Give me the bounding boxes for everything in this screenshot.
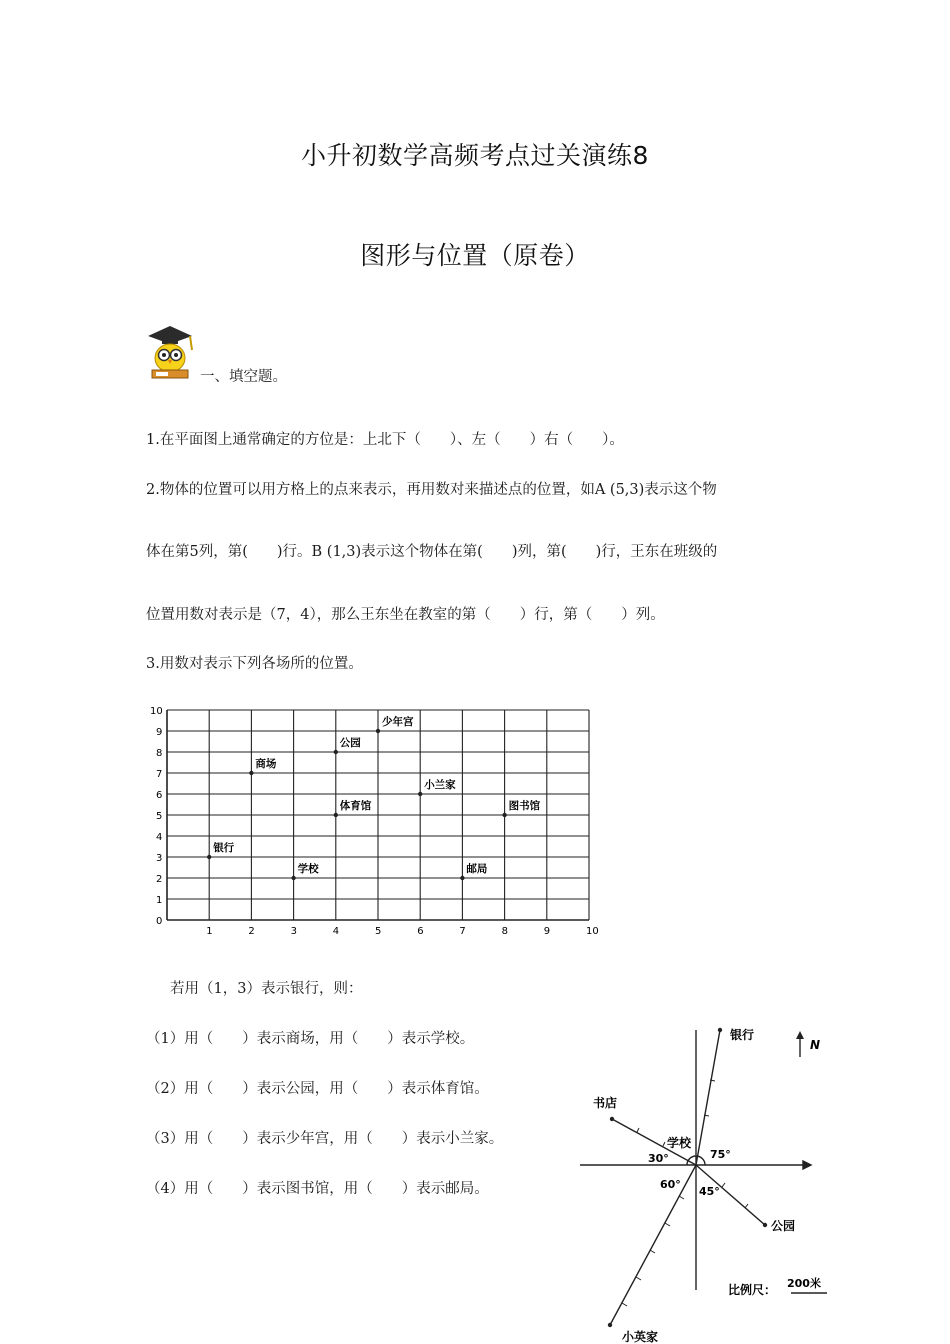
place-label: 体育馆 [339,800,372,812]
question-3-item-2: （2）用（ ）表示公园，用（ ）表示体育馆。 [146,1081,489,1097]
y-tick-label: 7 [156,769,163,780]
x-tick-label: 7 [459,926,466,937]
question-3-item-3: （3）用（ ）表示少年宫，用（ ）表示小兰家。 [146,1131,504,1147]
question-3-item-4: （4）用（ ）表示图书馆，用（ ）表示邮局。 [146,1181,489,1197]
y-tick-label: 2 [156,874,163,885]
place-label: 小兰家 [424,779,456,791]
park-dot [763,1223,767,1227]
y-tick-label: 10 [150,706,163,717]
angle-30-label: 30° [648,1152,669,1165]
place-label: 商场 [255,758,277,770]
north-label: N [810,1038,821,1052]
scale-label: 比例尺： [728,1283,777,1297]
y-tick-label: 5 [156,811,163,822]
y-tick-label: 8 [156,748,163,759]
doctor-owl-icon [142,322,198,382]
place-point [502,813,506,817]
x-tick-label: 6 [417,926,424,937]
question-1: 1.在平面图上通常确定的方位是：上北下（ ）、左（ ）右（ ）。 [146,432,624,448]
y-tick-label: 6 [156,790,163,801]
bank-dot [718,1028,722,1032]
place-label: 少年宫 [382,716,414,728]
angle-75-label: 75° [710,1148,731,1161]
scale-value: 200米 [787,1277,821,1290]
x-tick-label: 4 [332,926,340,937]
place-point [376,729,380,733]
x-tick-label: 1 [206,926,213,937]
xiaoying-ray [610,1165,696,1325]
xiaoying-label: 小英家 [622,1330,659,1344]
place-point [418,792,422,796]
x-tick-label: 2 [248,926,255,937]
x-tick-label: 8 [501,926,508,937]
coordinate-grid [145,700,605,940]
place-point [249,771,253,775]
bookstore-label: 书店 [593,1096,618,1110]
school-label: 学校 [667,1136,692,1150]
angle-60-label: 60° [660,1178,681,1191]
place-point [207,855,211,859]
bookstore-dot [610,1117,614,1121]
place-point [334,750,338,754]
y-tick-label: 1 [156,895,163,906]
y-tick-label: 3 [156,853,163,864]
y-tick-label: 9 [156,727,163,738]
x-tick-label: 10 [586,926,599,937]
section-heading: 一、填空题。 [200,369,287,385]
place-point [334,813,338,817]
direction-map [575,1015,840,1344]
page-subtitle: 图形与位置（原卷） [360,241,590,270]
question-3-lead: 若用（1，3）表示银行，则： [170,981,363,997]
north-arrow-icon [796,1031,804,1039]
question-2-line-1: 2.物体的位置可以用方格上的点来表示，再用数对来描述点的位置，如A (5,3)表示这个物 [146,482,717,498]
place-label: 银行 [213,842,235,854]
page-title: 小升初数学高频考点过关演练8 [301,141,649,170]
y-tick-label: 4 [156,832,163,843]
x-tick-label: 9 [543,926,551,937]
x-tick-label: 3 [290,926,297,937]
angle-45-label: 45° [699,1185,720,1198]
place-label: 学校 [297,863,319,875]
place-label: 邮局 [466,863,488,875]
place-label: 图书馆 [508,800,541,812]
question-3: 3.用数对表示下列各场所的位置。 [146,656,363,672]
xiaoying-dot [608,1323,612,1327]
place-point [291,876,295,880]
question-2-line-3: 位置用数对表示是（7，4），那么王东坐在教室的第（ ）行，第（ ）列。 [146,607,665,623]
park-label: 公园 [771,1219,796,1233]
y-tick-label: 0 [156,916,163,927]
question-3-item-1: （1）用（ ）表示商场，用（ ）表示学校。 [146,1031,475,1047]
place-label: 公园 [339,737,361,749]
bank-label: 银行 [730,1028,755,1042]
question-2-line-2: 体在第5列，第( )行。B (1,3)表示这个物体在第( )列，第( )行，王东在班级的 [146,544,718,560]
x-tick-label: 5 [375,926,382,937]
bank-ray [696,1030,720,1165]
place-point [460,876,464,880]
